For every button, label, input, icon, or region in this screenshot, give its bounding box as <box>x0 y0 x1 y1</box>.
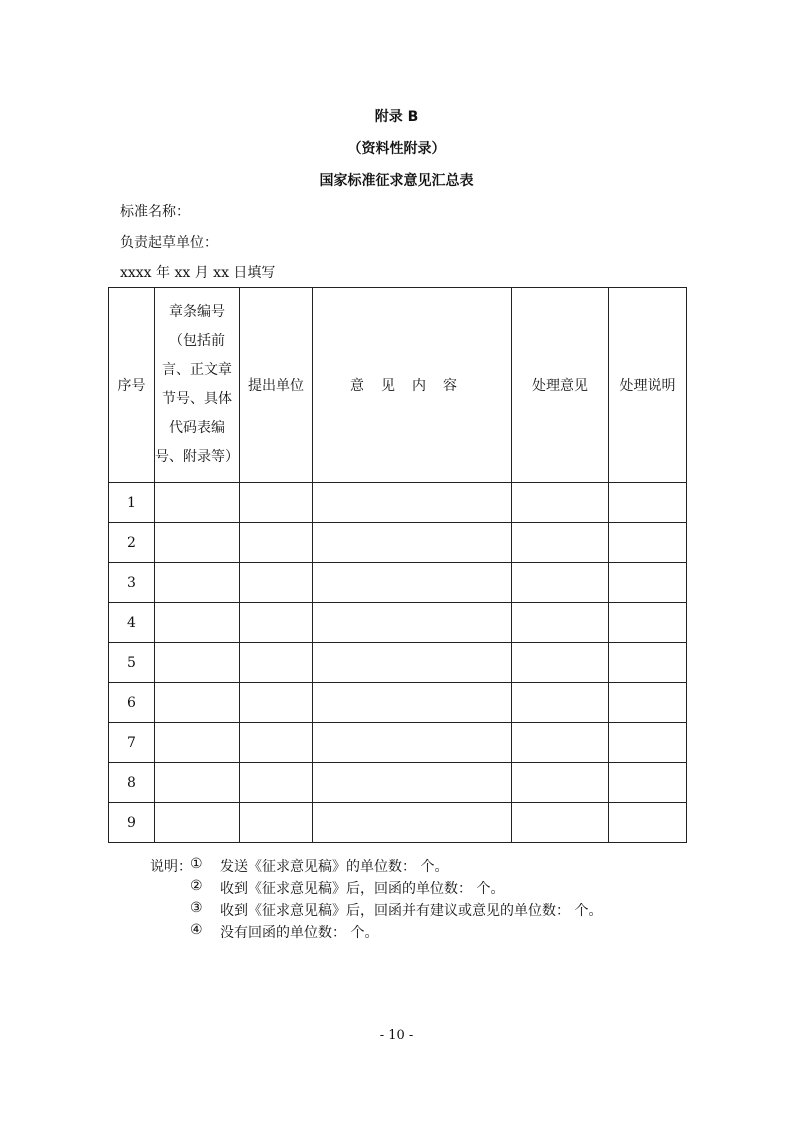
cell-explanation <box>609 563 687 603</box>
row-seq: 8 <box>109 763 155 803</box>
cell-explanation <box>609 643 687 683</box>
table-row <box>109 603 687 643</box>
row-seq: 5 <box>109 643 155 683</box>
cell-content <box>313 803 512 843</box>
cell-handling <box>512 523 609 563</box>
table-row <box>109 763 687 803</box>
row-seq: 4 <box>109 603 155 643</box>
fill-date-label: xxxx 年 xx 月 xx 日填写 <box>120 265 276 281</box>
table-row <box>109 803 687 843</box>
cell-content <box>313 483 512 523</box>
header-seq: 序号 <box>109 288 155 483</box>
header-clause-line: （包括前 <box>169 333 225 349</box>
cell-proposer <box>240 763 313 803</box>
header-content: 意见内容 <box>313 288 512 483</box>
cell-handling <box>512 803 609 843</box>
table-row <box>109 563 687 603</box>
cell-proposer <box>240 683 313 723</box>
appendix-nature: （资料性附录） <box>347 141 446 157</box>
cell-explanation <box>609 523 687 563</box>
cell-content <box>313 643 512 683</box>
comment-summary-table <box>108 287 687 843</box>
cell-proposer <box>240 563 313 603</box>
cell-proposer <box>240 603 313 643</box>
page-number: - 10 - <box>379 1028 414 1043</box>
table-row <box>109 723 687 763</box>
cell-clause <box>155 723 240 763</box>
drafting-unit-label: 负责起草单位： <box>120 235 218 251</box>
cell-clause <box>155 563 240 603</box>
cell-content <box>313 563 512 603</box>
cell-handling <box>512 763 609 803</box>
note-number: ① <box>190 856 203 872</box>
table-row <box>109 643 687 683</box>
cell-proposer <box>240 643 313 683</box>
cell-clause <box>155 523 240 563</box>
cell-content <box>313 763 512 803</box>
cell-handling <box>512 563 609 603</box>
appendix-title: 附录 B <box>374 109 419 125</box>
note-number: ② <box>190 878 203 894</box>
table-row <box>109 523 687 563</box>
cell-clause <box>155 763 240 803</box>
cell-explanation <box>609 603 687 643</box>
table-row <box>109 683 687 723</box>
header-clause-number <box>155 288 240 483</box>
cell-handling <box>512 603 609 643</box>
header-clause-line: 言、正文章 <box>162 362 232 378</box>
cell-content <box>313 603 512 643</box>
header-clause-line: 号、附录等） <box>155 449 239 465</box>
row-seq: 6 <box>109 683 155 723</box>
cell-explanation <box>609 763 687 803</box>
note-text: 收到《征求意见稿》后，回函的单位数： 个。 <box>220 881 505 897</box>
cell-explanation <box>609 483 687 523</box>
header-explanation: 处理说明 <box>609 288 687 483</box>
cell-clause <box>155 483 240 523</box>
header-clause-line: 章条编号 <box>169 304 225 320</box>
cell-proposer <box>240 523 313 563</box>
note-text: 发送《征求意见稿》的单位数： 个。 <box>220 859 449 875</box>
cell-explanation <box>609 723 687 763</box>
cell-clause <box>155 603 240 643</box>
cell-handling <box>512 483 609 523</box>
cell-clause <box>155 803 240 843</box>
cell-proposer <box>240 483 313 523</box>
cell-content <box>313 683 512 723</box>
header-handling: 处理意见 <box>512 288 609 483</box>
cell-clause <box>155 683 240 723</box>
note-number: ④ <box>190 922 203 938</box>
table-title: 国家标准征求意见汇总表 <box>319 173 474 189</box>
note-text: 没有回函的单位数： 个。 <box>220 925 379 941</box>
header-clause-line: 节号、具体 <box>162 391 232 407</box>
header-clause-line: 代码表编 <box>169 420 225 436</box>
table-row <box>109 483 687 523</box>
note-text: 收到《征求意见稿》后，回函并有建议或意见的单位数： 个。 <box>220 903 603 919</box>
row-seq: 7 <box>109 723 155 763</box>
cell-clause <box>155 643 240 683</box>
row-seq: 3 <box>109 563 155 603</box>
cell-content <box>313 523 512 563</box>
table-header-row <box>109 288 687 483</box>
row-seq: 9 <box>109 803 155 843</box>
cell-explanation <box>609 683 687 723</box>
cell-handling <box>512 643 609 683</box>
row-seq: 2 <box>109 523 155 563</box>
standard-name-label: 标准名称： <box>120 204 190 220</box>
row-seq: 1 <box>109 483 155 523</box>
cell-handling <box>512 723 609 763</box>
note-number: ③ <box>190 900 203 916</box>
cell-explanation <box>609 803 687 843</box>
notes-label: 说明： <box>150 859 192 875</box>
cell-handling <box>512 683 609 723</box>
cell-proposer <box>240 723 313 763</box>
cell-content <box>313 723 512 763</box>
cell-proposer <box>240 803 313 843</box>
header-proposer: 提出单位 <box>240 288 313 483</box>
